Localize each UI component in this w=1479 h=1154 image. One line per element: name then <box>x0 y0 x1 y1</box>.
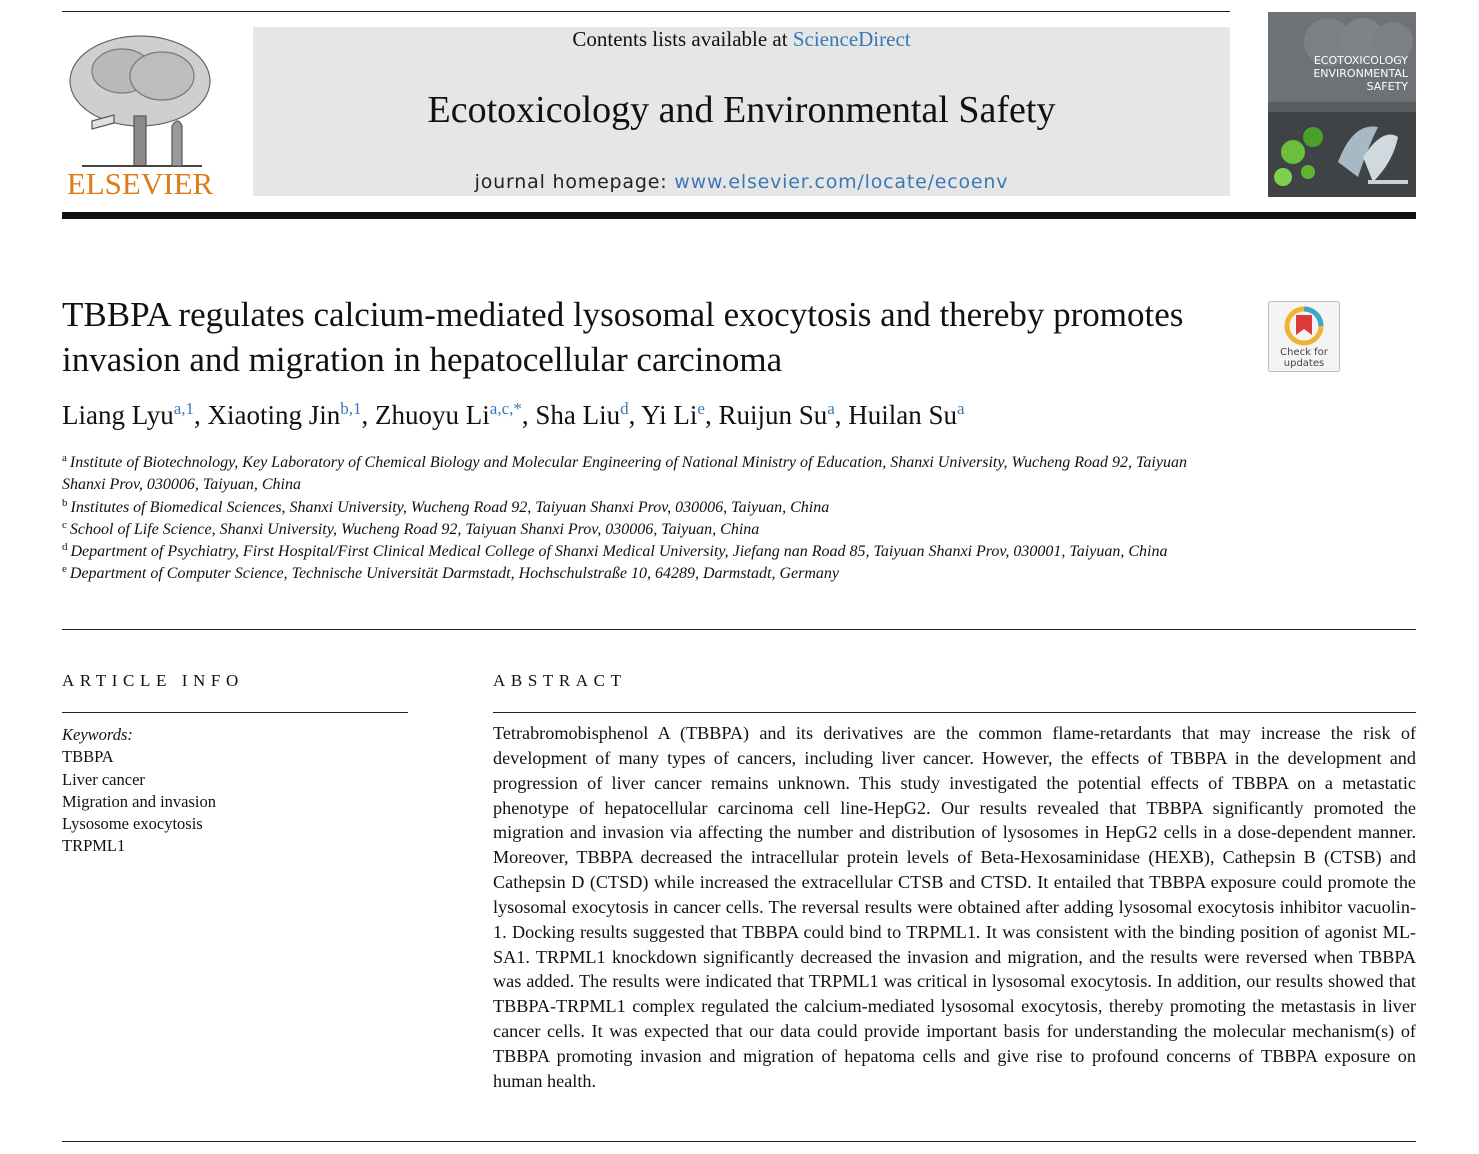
author-separator: , <box>628 400 642 430</box>
check-updates-label-2: updates <box>1283 358 1325 369</box>
header-thick-rule <box>62 212 1416 219</box>
affiliation-text: Institutes of Biomedical Sciences, Shanxi University, Wucheng Road 92, Taiyuan Shanxi Prov, 030006, Taiyuan, China <box>70 498 830 516</box>
svg-text:ECOTOXICOLOGY: ECOTOXICOLOGY <box>1313 54 1408 67</box>
author-separator: , <box>521 400 536 430</box>
author-affiliation-marker[interactable]: a <box>957 399 965 418</box>
keyword-item: TRPML1 <box>62 836 126 856</box>
keywords-label: Keywords: <box>62 725 133 744</box>
author-affiliation-marker[interactable]: d <box>620 399 629 418</box>
affiliation-text: School of Life Science, Shanxi University, Wucheng Road 92, Taiyuan Shanxi Prov, 030006, Taiyuan, China <box>69 520 760 538</box>
header-top-rule <box>62 11 1230 12</box>
contents-line <box>253 27 1230 52</box>
affiliation-text: Department of Psychiatry, First Hospital/First Clinical Medical College of Shanxi Medical University, Jiefang nan Road 85, Taiyuan Shanxi Prov, 030001, Taiyuan, China <box>70 543 1168 561</box>
author-affiliation-marker[interactable]: b,1 <box>340 399 362 418</box>
homepage-link[interactable]: www.elsevier.com/locate/ecoenv <box>674 171 1009 193</box>
check-updates-label-1: Check for <box>1280 347 1328 358</box>
elsevier-wordmark: ELSEVIER <box>66 166 214 201</box>
affiliation-item <box>62 563 1232 585</box>
bottom-rule <box>62 1141 1416 1142</box>
affiliation-item <box>62 497 1232 519</box>
contents-prefix: Contents lists available at <box>572 27 793 51</box>
affiliation-text: Department of Computer Science, Technische Universität Darmstadt, Hochschulstraße 10, 64289, Darmstadt, Germany <box>69 565 839 583</box>
abstract-rule <box>493 712 1416 713</box>
journal-cover-image <box>1268 12 1416 197</box>
keywords-block <box>62 724 408 858</box>
author-affiliation-marker[interactable]: a,1 <box>173 399 195 418</box>
svg-text:ENVIRONMENTAL: ENVIRONMENTAL <box>1313 67 1408 80</box>
affiliation-key: a <box>62 452 67 464</box>
article-title: TBBPA regulates calcium-mediated lysosomal exocytosis and thereby promotes invasion and migration in hepatocellular carcinoma <box>62 295 1184 379</box>
affiliation-key: d <box>62 541 68 554</box>
section-divider <box>62 629 1416 630</box>
affiliation-text: Institute of Biotechnology, Key Laboratory of Chemical Biology and Molecular Engineering of National Ministry of Education, Shanxi University, Wucheng Road 92, Taiyuan Shanxi Prov, 030006, Taiyuan, China <box>62 454 1187 494</box>
article-info-heading: ARTICLE INFO <box>62 671 244 690</box>
abstract-text: Tetrabromobisphenol A (TBBPA) and its derivatives are the common flame-retardants that may increase the risk of development of many types of cancers, including liver cancer. However, the effects of TBBPA in the development and progression of liver cancer remains unknown. This study investigated the potential effects of TBBPA on a metastatic phenotype of hepatocellular carcinoma cell line-HepG2. Our results revealed that TBBPA significantly promoted the migration and invasion via affecting the number and distribution of lysosomes in HepG2 cells in a dose-dependent manner. Moreover, TBBPA decreased the intracellular protein levels of Beta-Hexosaminidase (HEXB), Cathepsin B (CTSB) and Cathepsin D (CTSD) while increased the extracellular CTSB and CTSD. It entailed that TBBPA exposure could promote the lysosomal exocytosis in cancer cells. The reversal results were obtained after adding lysosomal exocytosis inhibitor vacuolin-1. Docking results suggested that TBBPA could bind to TRPML1. It was consistent with the binding position of agonist ML-SA1. TRPML1 knockdown significantly decreased the invasion and migration, and the results were reversed when TBBPA was added. The results were indicated that TRPML1 was critical in lysosomal exocytosis. In addition, our results showed that TBBPA-TRPML1 complex regulated the calcium-mediated lysosomal exocytosis, thereby promoting the metastasis in liver cancer cells. It was expected that our data could provide important basis for understanding the molecular mechanism(s) of TBBPA promoting invasion and migration of hepatoma cells and give rise to profound concerns of TBBPA exposure on human health. <box>493 723 1416 1091</box>
author-name[interactable]: Xiaoting Jin <box>207 400 341 430</box>
affiliation-item <box>62 452 1232 497</box>
affiliation-item <box>62 519 1232 541</box>
author-affiliation-marker[interactable]: a <box>827 399 835 418</box>
author-name[interactable]: Ruijun Su <box>718 400 828 430</box>
affiliation-list <box>62 452 1232 586</box>
abstract-heading: ABSTRACT <box>493 671 627 690</box>
author-separator: , <box>704 400 719 430</box>
sciencedirect-link[interactable]: ScienceDirect <box>792 27 911 51</box>
keyword-item: Migration and invasion <box>62 791 216 811</box>
check-for-updates-icon[interactable] <box>1268 301 1340 372</box>
keyword-item: Lysosome exocytosis <box>62 814 203 834</box>
svg-text:SAFETY: SAFETY <box>1366 80 1408 93</box>
affiliation-key: b <box>62 496 68 509</box>
homepage-prefix: journal homepage: <box>474 171 675 193</box>
affiliation-key: c <box>62 518 67 531</box>
author-separator: , <box>194 400 208 430</box>
affiliation-item <box>62 541 1232 563</box>
article-info-rule <box>62 712 408 713</box>
author-name[interactable]: Zhuoyu Li <box>375 400 490 430</box>
author-name[interactable]: Liang Lyu <box>62 400 174 430</box>
author-separator: , <box>834 400 849 430</box>
author-affiliation-marker[interactable]: a,c,* <box>489 399 522 418</box>
author-list <box>62 400 1212 431</box>
author-name[interactable]: Yi Li <box>641 400 698 430</box>
author-separator: , <box>361 400 376 430</box>
author-name[interactable]: Sha Liu <box>535 400 621 430</box>
journal-name: Ecotoxicology and Environmental Safety <box>427 89 1056 131</box>
keyword-item: TBBPA <box>62 747 114 767</box>
author-affiliation-marker[interactable]: e <box>697 399 705 418</box>
homepage-line <box>253 171 1230 193</box>
author-name[interactable]: Huilan Su <box>848 400 958 430</box>
keyword-item: Liver cancer <box>62 769 145 789</box>
affiliation-key: e <box>62 563 67 576</box>
